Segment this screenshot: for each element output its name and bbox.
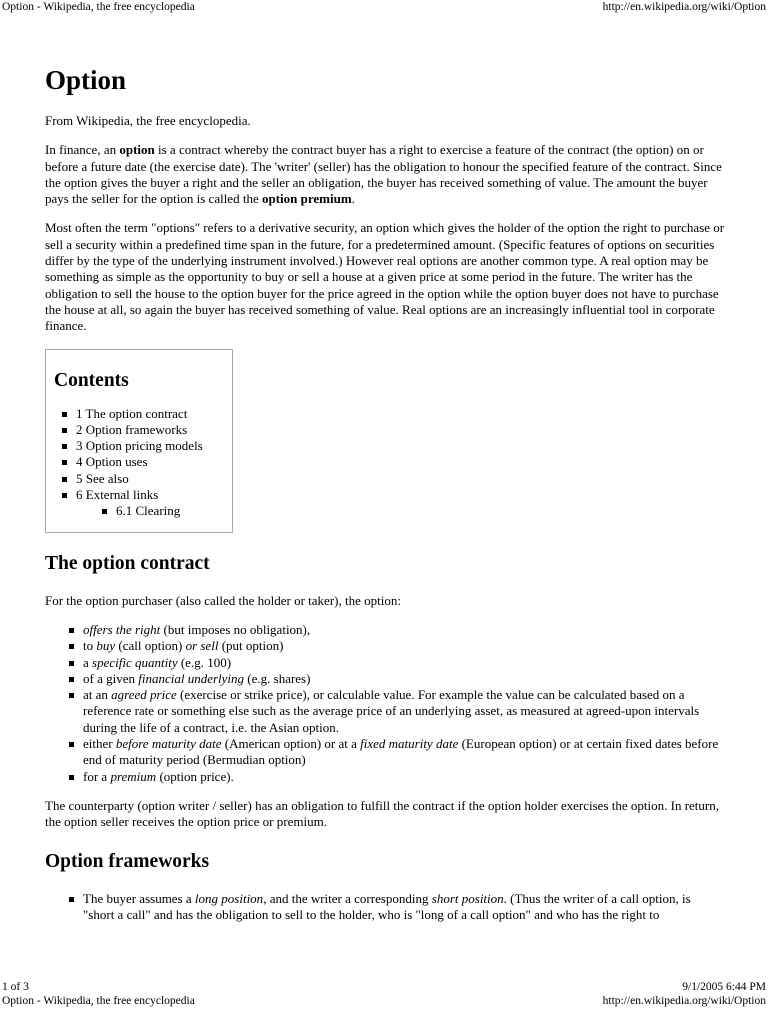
bullet-icon — [62, 428, 67, 433]
bullet-icon — [69, 628, 74, 633]
toc-subitem[interactable]: 6.1 Clearing — [116, 503, 224, 519]
print-datetime: 9/1/2005 6:44 PM — [682, 981, 766, 993]
list-item: of a given financial underlying (e.g. shares) — [83, 671, 725, 687]
intro-paragraph-2: Most often the term "options" refers to a derivative security, an option which gives the holder of the option the right to purchase or sell a security within a predefined time span in the future, for a predetermined amount. (Specific features of options on securities differ by the type of the underlying instrument involved.) However real options are another common type. A real option may be something as simple as the opportunity to buy or sell a house at a given price at some period in the future. The writer has the obligation to sell the house to the option buyer for the price agreed in the option while the option buyer does not have to purchase the house at all, so again the buyer has received something of value. Real options are an increasingly influential tool in corporate finance. — [45, 220, 725, 334]
bullet-icon — [69, 661, 74, 666]
section1-lead: For the option purchaser (also called the holder or taker), the option: — [45, 592, 401, 608]
toc-item[interactable]: 1 The option contract — [76, 406, 224, 422]
footer-title: Option - Wikipedia, the free encyclopedia — [2, 995, 195, 1007]
list-item: offers the right (but imposes no obligation), — [83, 622, 725, 638]
term-option-premium: option premium — [261, 191, 352, 207]
bullet-icon — [62, 444, 67, 449]
list-item: for a premium (option price). — [83, 769, 725, 785]
page-counter: 1 of 3 — [2, 981, 29, 993]
bullet-icon — [69, 742, 74, 747]
toc-item[interactable]: 3 Option pricing models — [76, 438, 224, 454]
bullet-icon — [102, 509, 107, 514]
bullet-icon — [62, 493, 67, 498]
option-features-list — [45, 622, 725, 785]
bullet-icon — [62, 460, 67, 465]
footer-url[interactable]: http://en.wikipedia.org/wiki/Option — [602, 995, 766, 1007]
frameworks-list — [45, 891, 725, 924]
term-option: option — [119, 142, 155, 158]
bullet-icon — [69, 775, 74, 780]
toc-item[interactable]: 6 External links 6.1 Clearing — [76, 487, 224, 520]
section-heading-option-frameworks: Option frameworks — [45, 850, 210, 872]
header-title: Option - Wikipedia, the free encyclopedia — [2, 1, 195, 13]
article-content — [45, 60, 725, 936]
bullet-icon — [69, 677, 74, 682]
page-title: Option — [45, 65, 127, 95]
list-item: at an agreed price (exercise or strike price), or calculable value. For example the value can be calculated based on a reference rate or something else such as the average price of an underlying asset, as measured at agreed-upon intervals during the life of a contract, i.e. the Asian option. — [83, 687, 725, 736]
table-of-contents — [45, 349, 233, 533]
bullet-icon — [62, 477, 67, 482]
bullet-icon — [62, 412, 67, 417]
toc-list — [54, 406, 224, 520]
site-subtitle: From Wikipedia, the free encyclopedia. — [45, 113, 251, 128]
list-item: either before maturity date (American option) or at a fixed maturity date (European option) or at certain fixed dates before end of maturity period (Bermudian option) — [83, 736, 725, 769]
bullet-icon — [69, 693, 74, 698]
section-heading-option-contract: The option contract — [45, 552, 210, 574]
toc-title: Contents — [54, 369, 129, 391]
header-url[interactable]: http://en.wikipedia.org/wiki/Option — [602, 1, 766, 13]
toc-item[interactable]: 5 See also — [76, 471, 224, 487]
list-item: a specific quantity (e.g. 100) — [83, 655, 725, 671]
toc-item[interactable]: 2 Option frameworks — [76, 422, 224, 438]
list-item: The buyer assumes a long position, and the writer a corresponding short position. (Thus the writer of a call option, is "short a call" and has the obligation to sell to the holder, who is "long of a call option" and who has the right to — [83, 891, 725, 924]
bullet-icon — [69, 644, 74, 649]
intro-paragraph-1: In finance, an option is a contract whereby the contract buyer has a right to exercise a feature of the contract (the option) on or before a future date (the exercise date). The 'writer' (seller) has the obligation to honour the specified feature of the contract. Since the option gives the buyer a right and the seller an obligation, the buyer has received something of value. The amount the buyer pays the seller for the option is called the option premium. — [45, 142, 722, 207]
section1-after: The counterparty (option writer / seller) has an obligation to fulfill the contract if the option holder exercises the option. In return, the option seller receives the option price or premium. — [45, 797, 719, 830]
toc-item[interactable]: 4 Option uses — [76, 454, 224, 470]
bullet-icon — [69, 897, 74, 902]
list-item: to buy (call option) or sell (put option) — [83, 638, 725, 654]
